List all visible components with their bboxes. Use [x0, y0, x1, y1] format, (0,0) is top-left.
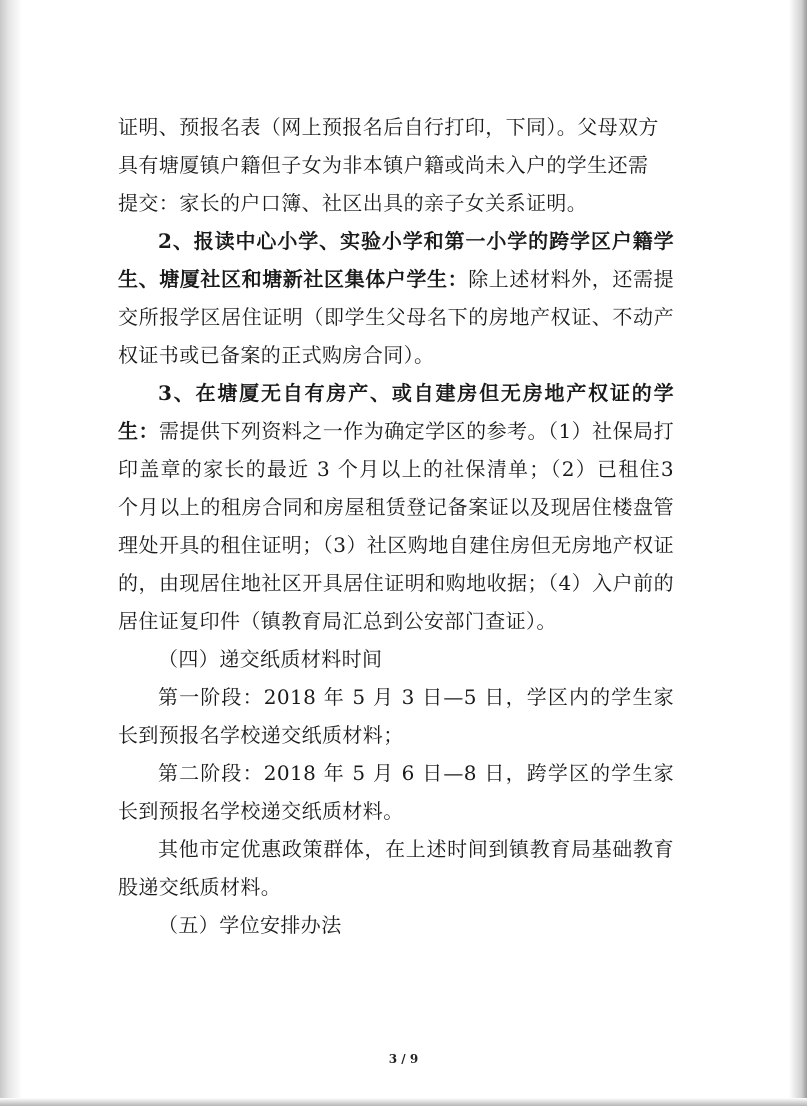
paragraph-materials-continued [118, 108, 674, 222]
paragraph-other-groups: 其他市定优惠政策群体，在上述时间到镇教育局基础教育股递交纸质材料。 [118, 837, 674, 899]
paragraph-stage-2: 第二阶段：2018 年 5 月 6 日—8 日，跨学区的学生家长到预报名学校递交纸质材料。 [118, 761, 674, 823]
item-3-title: 3、在塘厦无自有房产、或自建房但无房地产权证的学生： [118, 381, 674, 443]
item-3-text: 需提供下列资料之一作为确定学区的参考。（1）社保局打印盖章的家长的最近 3 个月以上的社保清单；（2）已租住3 个月以上的租房合同和房屋租赁登记备案证以及现居住楼盘管理处开具的租住证明；（3）社区购地自建住房但无房地产权证的，由现居住地社区开具居住证明和购地收据；（4）入户前的居住证复印件（镇教育局汇总到公安部门查证）。 [118, 419, 674, 633]
item-2-text: 除上述材料外，还需提交所报学区居住证明（即学生父母名下的房地产权证、不动产权证书或已备案的正式购房合同）。 [118, 267, 674, 367]
text-line: 提交：家长的户口簿、社区出具的亲子女关系证明。 [118, 191, 588, 215]
page-number: 3 / 9 [388, 1052, 419, 1066]
page-shadow-right [789, 0, 807, 1106]
paragraph-item-3 [118, 374, 674, 640]
item-2-title: 2、报读中心小学、实验小学和第一小学的跨学区户籍学生、塘厦社区和塘新社区集体户学生： [118, 229, 674, 291]
page-shadow-bottom [0, 1098, 807, 1106]
paragraph-item-2 [118, 222, 674, 374]
text-line: 具有塘厦镇户籍但子女为非本镇户籍或尚未入户的学生还需 [118, 153, 649, 177]
section-heading-4: （四）递交纸质材料时间 [158, 647, 383, 671]
section-heading-5: （五）学位安排办法 [158, 913, 342, 937]
page-shadow-left [0, 0, 22, 1106]
document-body [118, 108, 674, 944]
paragraph-stage-1: 第一阶段：2018 年 5 月 3 日—5 日，学区内的学生家长到预报名学校递交纸质材料； [118, 685, 674, 747]
text-line: 证明、预报名表（网上预报名后自行打印，下同）。父母双方 [118, 115, 659, 139]
